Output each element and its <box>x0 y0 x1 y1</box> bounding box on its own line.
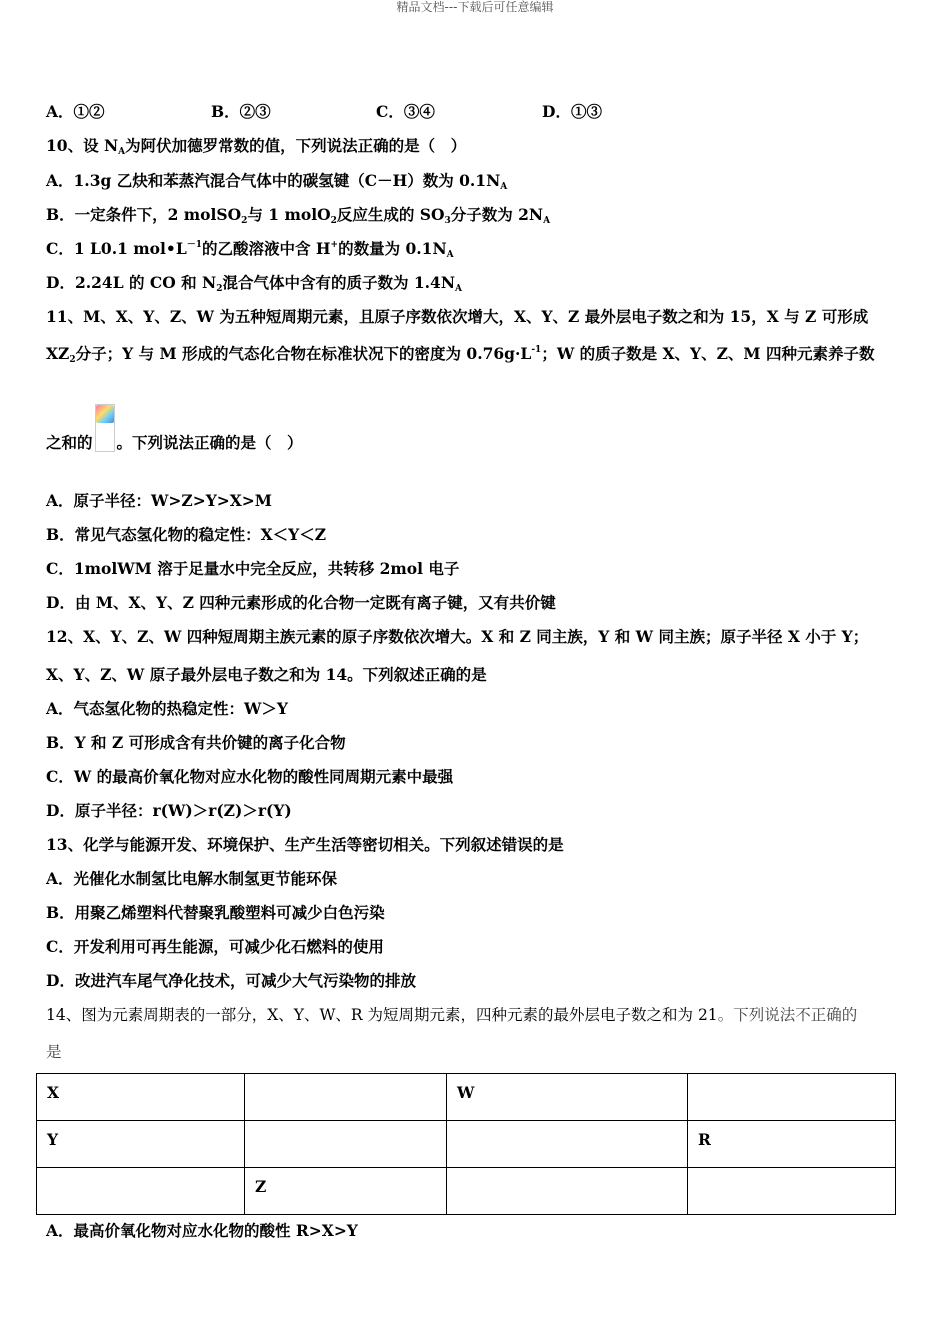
broken-image-icon <box>95 404 115 452</box>
q11-stem-line-2 <box>46 344 874 364</box>
q12-option-a: A．气态氢化物的热稳定性：W＞Y <box>46 699 288 718</box>
q9-option-d: D．①③ <box>542 102 602 121</box>
q10-d-sub-1: 2 <box>216 284 223 294</box>
q10-b-sub-3: 3 <box>444 216 451 226</box>
q9-options <box>46 102 906 122</box>
q11-option-d: D．由 M、X、Y、Z 四种元素形成的化合物一定既有离子键，又有共价键 <box>46 593 556 612</box>
table-row <box>37 1121 896 1168</box>
q10-stem-text: 10、设 N <box>46 136 119 155</box>
q10-option-b <box>46 205 550 225</box>
q11-line2-sub: 2 <box>69 355 76 365</box>
q14-stem-text: 14、图为元素周期表的一部分，X、Y、W、R 为短周期元素，四种元素的最外层电子数之和为 21 <box>46 1006 718 1024</box>
q12-option-b: B．Y 和 Z 可形成含有共价键的离子化合物 <box>46 733 346 752</box>
q10-c-sup-2: + <box>330 240 339 250</box>
q10-d-sub-2: A <box>454 284 462 294</box>
image-thumbnail <box>96 405 114 423</box>
q12-option-d: D．原子半径：r(W)＞r(Z)＞r(Y) <box>46 801 292 820</box>
q11-stem-line-3 <box>46 404 303 454</box>
q11-line3-text-1: 之和的 <box>46 433 93 452</box>
q11-option-c: C．1molWM 溶于足量水中完全反应，共转移 2mol 电子 <box>46 559 460 578</box>
q12-option-c: C．W 的最高价氧化物对应水化物的酸性同周期元素中最强 <box>46 767 454 786</box>
table-cell: Y <box>37 1121 245 1168</box>
q10-b-text-4: 分子数为 2N <box>450 205 544 224</box>
q11-line3-text-2: 。下列说法正确的是（ ） <box>116 433 303 452</box>
q11-line2-text-2: 分子；Y 与 M 形成的气态化合物在标准状况下的密度为 0.76g·L <box>75 344 532 363</box>
q10-stem-text-2: 为阿伏加德罗常数的值，下列说法正确的是（ ） <box>125 136 467 155</box>
q10-c-sup-1: －1 <box>186 240 202 250</box>
table-cell: R <box>688 1121 896 1168</box>
q10-c-text-2: 的乙酸溶液中含 H <box>201 239 331 258</box>
q11-line2-text-3: ；W 的质子数是 X、Y、Z、M 四种元素养子数 <box>541 344 875 363</box>
q10-d-text-2: 混合气体中含有的质子数为 1.4N <box>222 273 455 292</box>
table-cell <box>447 1121 688 1168</box>
q11-line2-text-1: XZ <box>46 344 70 363</box>
q10-stem-sub: A <box>118 147 126 157</box>
q14-stem-line-1 <box>46 1005 857 1025</box>
q9-option-a: A．①② <box>46 102 105 121</box>
table-cell <box>245 1121 447 1168</box>
q10-b-text-2: 与 1 molO <box>247 205 331 224</box>
q12-stem-line-1: 12、X、Y、Z、W 四种短周期主族元素的原子序数依次增大。X 和 Z 同主族，Y 和 W 同主族；原子半径 X 小于 Y； <box>46 627 869 646</box>
table-row <box>37 1168 896 1215</box>
q10-c-text-1: C．1 L0.1 mol•L <box>46 239 187 258</box>
q10-b-sub-2: 2 <box>330 216 337 226</box>
table-cell <box>688 1168 896 1215</box>
q11-line2-sup: -1 <box>531 345 542 355</box>
q10-c-sub: A <box>446 250 454 260</box>
q13-option-a: A．光催化水制氢比电解水制氢更节能环保 <box>46 869 338 888</box>
q13-stem: 13、化学与能源开发、环境保护、生产生活等密切相关。下列叙述错误的是 <box>46 835 564 854</box>
q14-stem-gray-text: 。下列说法不正确的 <box>717 1006 858 1024</box>
table-cell <box>37 1168 245 1215</box>
table-cell <box>447 1168 688 1215</box>
table-cell: W <box>447 1074 688 1121</box>
q12-stem-line-2: X、Y、Z、W 原子最外层电子数之和为 14。下列叙述正确的是 <box>46 665 487 684</box>
table-cell <box>688 1074 896 1121</box>
q14-option-a: A．最高价氧化物对应水化物的酸性 R>X>Y <box>46 1221 358 1240</box>
q10-b-sub-1: 2 <box>241 216 248 226</box>
table-cell <box>245 1074 447 1121</box>
q13-option-c: C．开发利用可再生能源，可减少化石燃料的使用 <box>46 937 384 956</box>
q10-b-text-1: B．一定条件下，2 molSO <box>46 205 242 224</box>
table-row <box>37 1074 896 1121</box>
q14-stem-line-2 <box>46 1042 62 1062</box>
q11-option-b: B．常见气态氢化物的稳定性：X＜Y＜Z <box>46 525 327 544</box>
q14-stem-line2-text: 是 <box>46 1043 62 1061</box>
q11-option-a: A．原子半径：W>Z>Y>X>M <box>46 491 272 510</box>
q10-option-d <box>46 273 462 293</box>
q10-a-text: A．1.3g 乙炔和苯蒸汽混合气体中的碳氢键（C－H）数为 0.1N <box>46 171 501 190</box>
q10-d-text-1: D．2.24L 的 CO 和 N <box>46 273 217 292</box>
q11-stem-line-1: 11、M、X、Y、Z、W 为五种短周期元素，且原子序数依次增大，X、Y、Z 最外层电子数之和为 15，X 与 Z 可形成 <box>46 307 869 326</box>
page-header: 精品文档---下载后可任意编辑 <box>396 0 554 14</box>
q13-option-d: D．改进汽车尾气净化技术，可减少大气污染物的排放 <box>46 971 416 990</box>
q10-b-sub-4: A <box>543 216 551 226</box>
q9-option-b: B．②③ <box>211 102 271 121</box>
q10-c-text-3: 的数量为 0.1N <box>338 239 447 258</box>
table-cell: Z <box>245 1168 447 1215</box>
q10-stem <box>46 136 466 156</box>
q10-option-a <box>46 171 507 191</box>
q10-option-c <box>46 239 454 259</box>
periodic-table-fragment <box>36 1073 896 1215</box>
table-cell: X <box>37 1074 245 1121</box>
q9-option-c: C．③④ <box>376 102 435 121</box>
q10-b-text-3: 反应生成的 SO <box>336 205 445 224</box>
q13-option-b: B．用聚乙烯塑料代替聚乳酸塑料可减少白色污染 <box>46 903 385 922</box>
q10-a-sub: A <box>500 182 508 192</box>
